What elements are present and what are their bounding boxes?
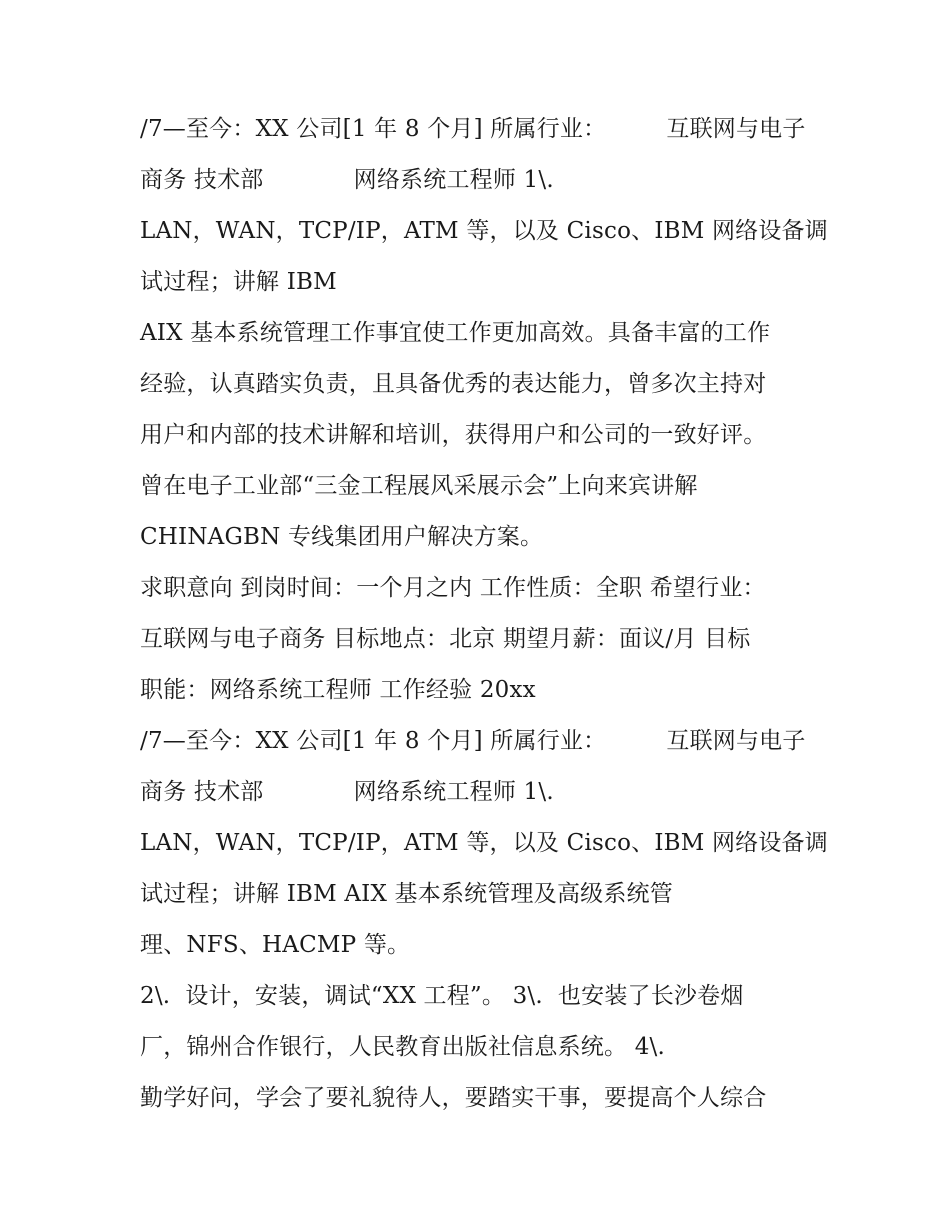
text-line: 求职意向 到岗时间：一个月之内 工作性质：全职 希望行业： [140, 575, 766, 601]
text-line: 商务 技术部 网络系统工程师 1\. [140, 167, 554, 193]
text-line: CHINAGBN 专线集团用户解决方案。 [140, 524, 544, 550]
text-line: 互联网与电子商务 目标地点：北京 期望月薪：面议/月 目标 [140, 626, 751, 652]
text-line: 曾在电子工业部“三金工程展风采展示会”上向来宾讲解 [140, 473, 698, 499]
text-line: 厂，锦州合作银行，人民教育出版社信息系统。 4\. [140, 1034, 666, 1060]
text-line: /7—至今：XX 公司[1 年 8 个月] 所属行业： 互联网与电子 [140, 116, 806, 142]
text-line: LAN，WAN，TCP/IP，ATM 等，以及 Cisco、IBM 网络设备调 [140, 830, 828, 856]
text-line: 用户和内部的技术讲解和培训，获得用户和公司的一致好评。 [140, 422, 767, 448]
text-line: 职能：网络系统工程师 工作经验 20xx [140, 677, 536, 703]
text-line: LAN，WAN，TCP/IP，ATM 等，以及 Cisco、IBM 网络设备调 [140, 218, 828, 244]
text-line: 商务 技术部 网络系统工程师 1\. [140, 779, 554, 805]
text-line: 2\. 设计，安装，调试“XX 工程”。 3\. 也安装了长沙卷烟 [140, 983, 744, 1009]
resume-text-block [140, 104, 830, 1124]
text-line: 试过程；讲解 IBM AIX 基本系统管理及高级系统管 [140, 881, 673, 907]
text-line: 试过程；讲解 IBM [140, 269, 337, 295]
text-line: AIX 基本系统管理工作事宜使工作更加高效。具备丰富的工作 [140, 320, 771, 346]
text-line: 经验，认真踏实负责，且具备优秀的表达能力，曾多次主持对 [140, 371, 767, 397]
text-line: /7—至今：XX 公司[1 年 8 个月] 所属行业： 互联网与电子 [140, 728, 806, 754]
text-line: 勤学好问，学会了要礼貌待人，要踏实干事，要提高个人综合 [140, 1085, 767, 1111]
text-line: 理、NFS、HACMP 等。 [140, 932, 411, 958]
